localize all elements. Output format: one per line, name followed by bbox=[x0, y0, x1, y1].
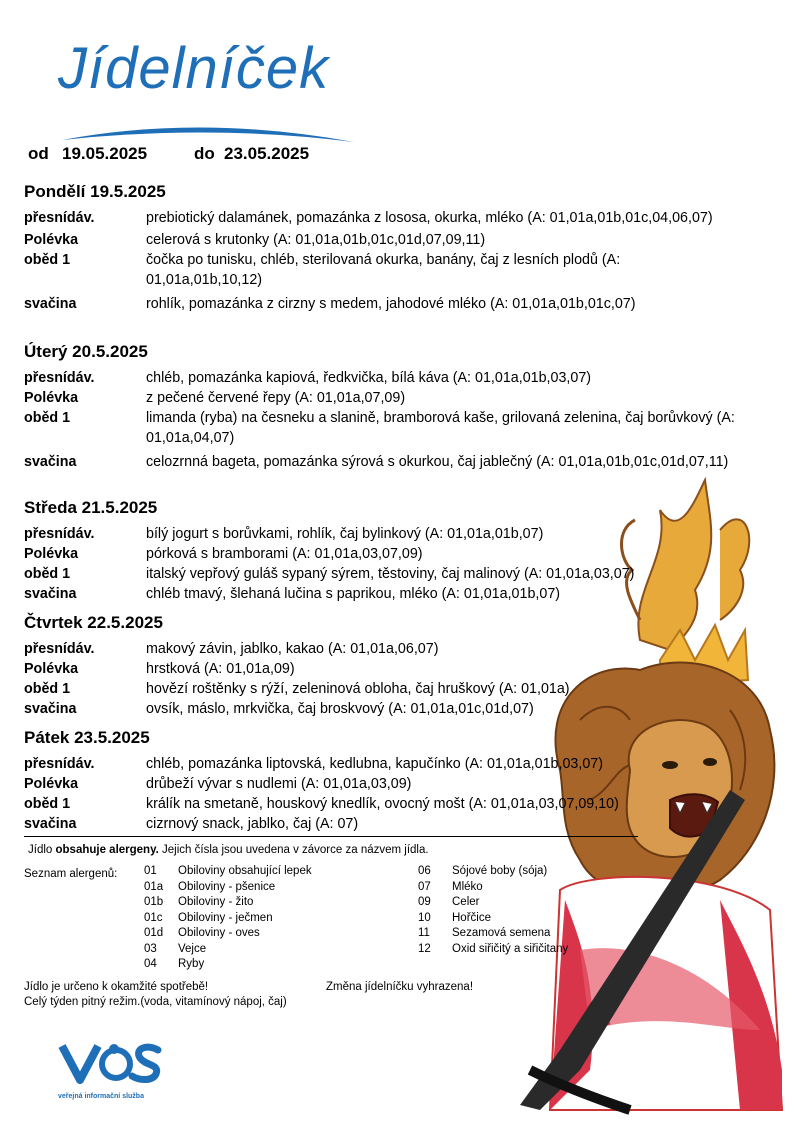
allergen-name: Sójové boby (sója) bbox=[452, 865, 548, 877]
meal-label: oběd 1 bbox=[24, 410, 71, 426]
allergen-item bbox=[144, 864, 312, 880]
meal-label: svačina bbox=[24, 701, 77, 717]
allergen-item bbox=[144, 942, 312, 958]
meal-label: svačina bbox=[24, 296, 77, 312]
allergen-item bbox=[418, 895, 568, 911]
meal-row bbox=[24, 584, 764, 604]
title-swoosh-icon bbox=[60, 118, 356, 146]
meal-label: svačina bbox=[24, 454, 77, 470]
meal-row bbox=[24, 368, 764, 388]
allergen-name: Oxid siřičitý a siřičitany bbox=[452, 942, 569, 955]
meal-text: celerová s krutonky (A: 01,01a,01b,01c,01d,07,09,11) bbox=[146, 232, 486, 248]
consume-note: Jídlo je určeno k okamžité spotřebě! bbox=[24, 981, 209, 993]
meal-label: oběd 1 bbox=[24, 681, 71, 697]
vis-tagline: veřejná informační služba bbox=[58, 1093, 144, 1100]
day-title: Středa 21.5.2025 bbox=[24, 498, 158, 517]
meal-row bbox=[24, 639, 764, 659]
meal-text: limanda (ryba) na česneku a slanině, bramborová kaše, grilovaná zelenina, čaj borůvkový (A: 01,01a,04,07) bbox=[146, 410, 735, 446]
meal-text: cizrnový snack, jablko, čaj (A: 07) bbox=[146, 816, 359, 832]
allergen-code: 11 bbox=[418, 927, 430, 939]
day-thursday bbox=[24, 613, 764, 719]
allergen-code: 07 bbox=[418, 880, 431, 893]
vis-logo bbox=[58, 1040, 164, 1100]
change-note: Změna jídelníčku vyhrazena! bbox=[326, 981, 474, 993]
meal-label: svačina bbox=[24, 586, 77, 602]
allergen-name: Obiloviny - oves bbox=[178, 927, 260, 939]
meal-label: přesnídáv. bbox=[24, 370, 95, 386]
meal-text: chléb, pomazánka kapiová, ředkvička, bílá káva (A: 01,01a,01b,03,07) bbox=[146, 370, 592, 386]
allergen-name: Sezamová semena bbox=[452, 927, 551, 939]
meal-text: bílý jogurt s borůvkami, rohlík, čaj bylinkový (A: 01,01a,01b,07) bbox=[146, 526, 544, 542]
meal-text: chléb, pomazánka liptovská, kedlubna, kapučínko (A: 01,01a,01b,03,07) bbox=[146, 756, 604, 772]
allergen-code: 01d bbox=[144, 927, 164, 939]
meal-row bbox=[24, 452, 764, 472]
allergen-item bbox=[418, 864, 568, 880]
allergen-note bbox=[28, 842, 429, 858]
meal-label: Polévka bbox=[24, 776, 79, 792]
allergen-code: 12 bbox=[418, 942, 431, 955]
allergen-item bbox=[418, 880, 568, 896]
meal-label: Polévka bbox=[24, 546, 79, 562]
allergen-name: Hořčice bbox=[452, 911, 491, 924]
day-wednesday bbox=[24, 498, 764, 604]
allergen-note-bold: obsahuje alergeny. bbox=[55, 844, 159, 856]
day-title: Pondělí 19.5.2025 bbox=[24, 182, 166, 201]
meal-text: celozrnná bageta, pomazánka sýrová s okurkou, čaj jablečný (A: 01,01a,01b,01c,01d,07,11) bbox=[146, 454, 729, 470]
allergen-list-label: Seznam alergenů: bbox=[24, 868, 118, 880]
meal-text: králík na smetaně, houskový knedlík, ovocný mošt (A: 01,01a,03,07,09,10) bbox=[146, 796, 619, 812]
meal-row bbox=[24, 774, 764, 794]
meal-label: Polévka bbox=[24, 232, 79, 248]
meal-label: svačina bbox=[24, 816, 77, 832]
meal-label: oběd 1 bbox=[24, 252, 71, 268]
meal-row bbox=[24, 544, 764, 564]
allergen-name: Ryby bbox=[178, 958, 205, 970]
from-label: od bbox=[28, 144, 49, 163]
allergen-name: Obiloviny obsahující lepek bbox=[178, 865, 312, 877]
meal-label: oběd 1 bbox=[24, 796, 71, 812]
meal-text: prebiotický dalamánek, pomazánka z lososa, okurka, mléko (A: 01,01a,01b,01c,04,06,07) bbox=[146, 210, 713, 226]
meal-label: přesnídáv. bbox=[24, 210, 95, 226]
meal-row bbox=[24, 814, 764, 834]
to-label: do bbox=[194, 144, 215, 163]
divider bbox=[24, 836, 638, 837]
meal-row bbox=[24, 388, 764, 408]
menu-title: Jídelníček bbox=[58, 36, 330, 101]
day-friday bbox=[24, 728, 764, 834]
meal-label: přesnídáv. bbox=[24, 756, 95, 772]
allergen-name: Celer bbox=[452, 896, 480, 908]
meal-row bbox=[24, 699, 764, 719]
to-date: 23.05.2025 bbox=[224, 144, 310, 163]
meal-row bbox=[24, 679, 764, 699]
meal-row bbox=[24, 794, 764, 814]
allergen-item bbox=[418, 911, 568, 927]
from-date: 19.05.2025 bbox=[62, 144, 148, 163]
allergen-note-part1: Jídlo bbox=[28, 844, 56, 856]
meal-text: drůbeží vývar s nudlemi (A: 01,01a,03,09) bbox=[146, 776, 412, 792]
day-title: Čtvrtek 22.5.2025 bbox=[24, 613, 163, 632]
allergen-list-right bbox=[418, 864, 568, 957]
meal-text: čočka po tunisku, chléb, sterilovaná okurka, banány, čaj z lesních plodů (A: 01,01a,01b,10,12) bbox=[146, 252, 621, 288]
allergen-code: 01c bbox=[144, 911, 163, 924]
allergen-name: Obiloviny - pšenice bbox=[178, 880, 276, 893]
allergen-code: 01a bbox=[144, 880, 164, 893]
day-title: Úterý 20.5.2025 bbox=[24, 342, 148, 361]
drink-note: Celý týden pitný režim.(voda, vitamínový nápoj, čaj) bbox=[24, 996, 287, 1008]
meal-label: Polévka bbox=[24, 390, 79, 406]
allergen-code: 01 bbox=[144, 865, 157, 877]
meal-text: chléb tmavý, šlehaná lučina s paprikou, mléko (A: 01,01a,01b,07) bbox=[146, 586, 561, 602]
allergen-name: Vejce bbox=[178, 942, 207, 955]
allergen-code: 06 bbox=[418, 865, 431, 877]
allergen-item bbox=[144, 926, 312, 942]
meal-row bbox=[24, 208, 764, 228]
allergen-item bbox=[144, 957, 312, 973]
allergen-name: Obiloviny - ječmen bbox=[178, 911, 273, 924]
day-title: Pátek 23.5.2025 bbox=[24, 728, 150, 747]
day-monday bbox=[24, 182, 764, 314]
allergen-name: Obiloviny - žito bbox=[178, 896, 254, 908]
meal-row bbox=[24, 294, 764, 314]
allergen-code: 04 bbox=[144, 958, 157, 970]
meal-text: makový závin, jablko, kakao (A: 01,01a,06,07) bbox=[146, 641, 439, 657]
meal-row bbox=[24, 230, 764, 250]
meal-text: z pečené červené řepy (A: 01,01a,07,09) bbox=[146, 390, 406, 406]
meal-text: hovězí roštěnky s rýží, zeleninová obloha, čaj hruškový (A: 01,01a) bbox=[146, 681, 570, 697]
meal-row bbox=[24, 250, 764, 290]
meal-label: přesnídáv. bbox=[24, 641, 95, 657]
meal-label: oběd 1 bbox=[24, 566, 71, 582]
allergen-item bbox=[418, 942, 568, 958]
allergen-code: 10 bbox=[418, 911, 431, 924]
vis-logo-icon bbox=[58, 1040, 164, 1084]
allergen-list-left bbox=[144, 864, 312, 973]
meal-label: Polévka bbox=[24, 661, 79, 677]
meal-row bbox=[24, 754, 764, 774]
meal-label: přesnídáv. bbox=[24, 526, 95, 542]
meal-text: italský vepřový guláš sypaný sýrem, těstoviny, čaj malinový (A: 01,01a,03,07) bbox=[146, 566, 635, 582]
allergen-item bbox=[144, 911, 312, 927]
allergen-item bbox=[144, 880, 312, 896]
meal-text: pórková s bramborami (A: 01,01a,03,07,09) bbox=[146, 546, 423, 562]
allergen-note-part3: Jejich čísla jsou uvedena v závorce za názvem jídla. bbox=[158, 844, 429, 856]
meal-text: ovsík, máslo, mrkvička, čaj broskvový (A: 01,01a,01c,01d,07) bbox=[146, 701, 534, 717]
meal-row bbox=[24, 659, 764, 679]
meal-text: hrstková (A: 01,01a,09) bbox=[146, 661, 295, 677]
meal-row bbox=[24, 524, 764, 544]
day-tuesday bbox=[24, 342, 764, 472]
allergen-item bbox=[144, 895, 312, 911]
allergen-code: 03 bbox=[144, 942, 157, 955]
allergen-code: 01b bbox=[144, 896, 164, 908]
allergen-name: Mléko bbox=[452, 880, 483, 893]
meal-row bbox=[24, 564, 764, 584]
allergen-item bbox=[418, 926, 568, 942]
meal-row bbox=[24, 408, 764, 448]
meal-text: rohlík, pomazánka z cirzny s medem, jahodové mléko (A: 01,01a,01b,01c,07) bbox=[146, 296, 636, 312]
allergen-code: 09 bbox=[418, 896, 431, 908]
